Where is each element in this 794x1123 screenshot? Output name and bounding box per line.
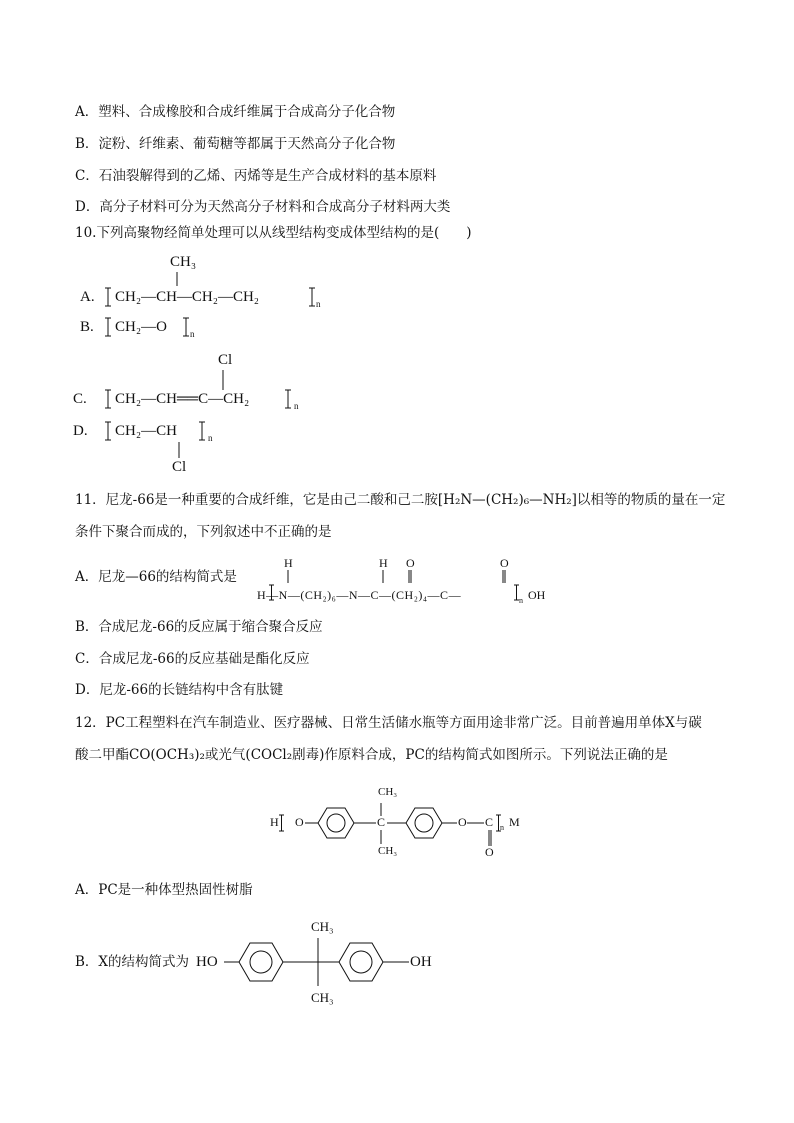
x-ho: HO: [196, 954, 218, 970]
x-ch3-bottom: CH₃: [311, 990, 334, 1005]
q10-d-chain: CH₂—CH: [115, 423, 177, 439]
pc-c2: C: [485, 815, 494, 829]
q11-a-h2: H: [379, 556, 388, 570]
q10-c-n: n: [294, 401, 299, 411]
q11-option-c: C．合成尼龙-66的反应基础是酯化反应: [75, 651, 310, 667]
x-ch3-top: CH₃: [311, 919, 334, 934]
pc-ch3-bottom: CH₃: [378, 845, 398, 857]
q11-option-a: A．尼龙—66的结构简式是: [75, 569, 237, 585]
q10-b-chain: CH₂—O: [115, 319, 167, 335]
q10-c-chain: CH₂—CH══C—CH₂: [115, 391, 250, 407]
q10-c-label: C.: [73, 391, 87, 407]
pc-h: H: [270, 815, 279, 829]
q11-a-h1: H: [284, 556, 293, 570]
q11-a-n: n: [519, 596, 523, 605]
q9-option-a: A．塑料、合成橡胶和合成纤维属于合成高分子化合物: [75, 104, 396, 120]
q12-stem-line1: 12．PC工程塑料在汽车制造业、医疗器械、日常生活储水瓶等方面用途非常广泛。目前普遍用单体X与碳: [75, 715, 702, 731]
q11-a-chain: H—N—(CH₂)₆—N—C—(CH₂)₄—C—: [257, 588, 462, 602]
q10-d-label: D.: [73, 423, 88, 439]
q11-a-o2: O: [500, 556, 509, 570]
q10-b-label: B.: [80, 319, 94, 335]
q11-a-o1: O: [406, 556, 415, 570]
q9-option-d: D．高分子材料可分为天然高分子材料和合成高分子材料两大类: [75, 199, 451, 215]
q10-b-n: n: [190, 329, 195, 339]
q11-stem-line1: 11．尼龙-66是一种重要的合成纤维，它是由己二酸和己二胺[H₂N—(CH₂)₆—NH₂]以相等的物质的量在一定: [75, 492, 726, 508]
q9-option-c: C．石油裂解得到的乙烯、丙烯等是生产合成材料的基本原料: [75, 168, 437, 184]
pc-o2: O: [458, 815, 467, 829]
q10-stem: 10.下列高聚物经简单处理可以从线型结构变成体型结构的是( ): [75, 225, 472, 241]
q12-stem-line2: 酸二甲酯CO(OCH₃)₂或光气(COCl₂剧毒)作原料合成，PC的结构简式如图所示。下列说法正确的是: [75, 747, 668, 763]
x-structure-bonds: [220, 932, 420, 996]
q10-c-substituent: Cl: [218, 352, 233, 368]
q10-d-substituent: Cl: [172, 459, 187, 475]
pc-m: M: [509, 815, 520, 829]
q12-option-b: B．X的结构简式为: [75, 954, 190, 970]
q10-a-n: n: [316, 299, 321, 309]
pc-n: n: [500, 823, 504, 832]
pc-structure-bonds: [260, 795, 530, 865]
pc-ch3-top: CH₃: [378, 786, 398, 798]
q10-a-chain: CH₂—CH—CH₂—CH₂: [115, 289, 260, 305]
q11-option-b: B．合成尼龙-66的反应属于缩合聚合反应: [75, 619, 323, 635]
q10-d-n: n: [208, 433, 213, 443]
q11-option-d: D．尼龙-66的长链结构中含有肽键: [75, 682, 284, 698]
pc-o1: O: [295, 815, 304, 829]
q11-a-end: OH: [528, 588, 546, 602]
pc-c: C: [377, 815, 386, 829]
pc-o3: O: [485, 845, 494, 859]
q10-a-label: A.: [80, 289, 95, 305]
q12-option-a: A．PC是一种体型热固性树脂: [75, 882, 253, 898]
x-oh: OH: [410, 954, 432, 970]
q10-a-substituent: CH₃: [170, 254, 197, 270]
q11-stem-line2: 条件下聚合而成的，下列叙述中不正确的是: [75, 524, 332, 540]
q9-option-b: B．淀粉、纤维素、葡萄糖等都属于天然高分子化合物: [75, 136, 396, 152]
